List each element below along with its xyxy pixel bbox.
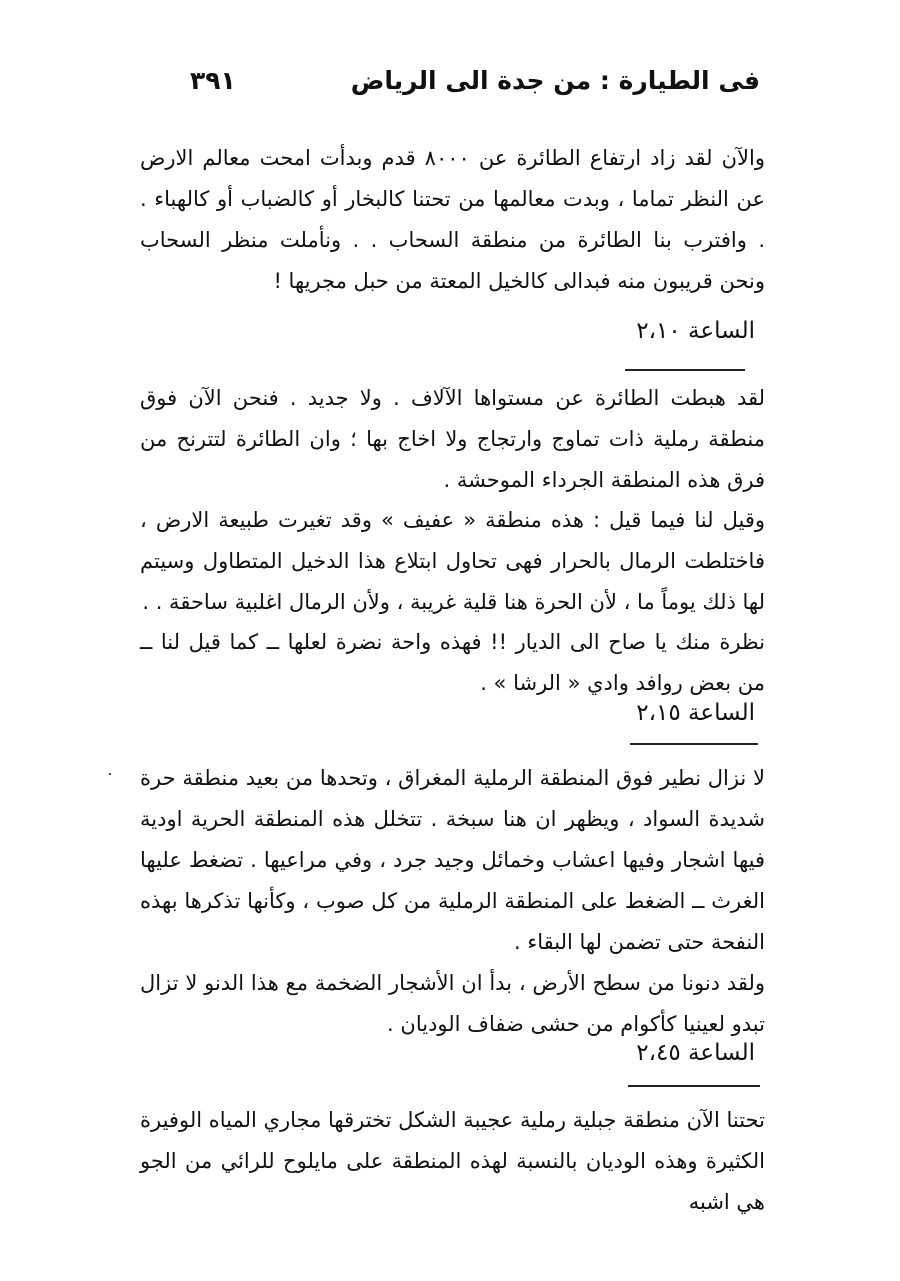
paragraph-descent: لقد هبطت الطائرة عن مستواها الآلاف . ولا جديد . فنحن الآن فوق منطقة رملية ذات تماوج وارتجاج ولا اخاج بها ؛ وان الطائرة لتترنح من فرق هذه المنطقة الجرداء الموحشة . <box>140 386 765 492</box>
heading-rule-3 <box>628 1085 760 1087</box>
scan-speck <box>109 773 111 775</box>
time-heading-3: الساعة ٢،٤٥ <box>636 1040 755 1066</box>
heading-rule-2 <box>630 743 758 745</box>
time-heading-2: الساعة ٢،١٥ <box>636 700 755 726</box>
paragraph-afif: وقيل لنا فيما قيل : هذه منطقة « عفيف » وقد تغيرت طبيعة الارض ، فاختلطت الرمال بالحرار فهى تحاول ابتلاع هذا الدخيل المتطاول وسيتم لها ذلك يوماً ما ، لأن الحرة هنا قلية غريبة ، ولأن الرمال اغلبية ساحقة . . <box>140 508 765 614</box>
time-heading-1: الساعة ٢،١٠ <box>636 318 755 344</box>
paragraph-trees: ولقد دنونا من سطح الأرض ، بدأ ان الأشجار الضخمة مع هذا الدنو لا تزال تبدو لعينيا كأكوام من حشى ضفاف الوديان . <box>140 971 765 1036</box>
paragraph-ascent: والآن لقد زاد ارتفاع الطائرة عن ٨٠٠٠ قدم وبدأت امحت معالم الارض عن النظر تماما ، وبدت معالمها من تحتنا كالبخار أو كالضباب أو كالهباء . . وافترب بنا الطائرة من منطقة السحاب . . ونأملت منظر السحاب ونحن قريبون منه فبدالى كالخيل المعتة من حبل مجريها ! <box>140 146 765 293</box>
paragraph-mountains: تحتنا الآن منطقة جبلية رملية عجيبة الشكل تخترقها مجاري المياه الوفيرة الكثيرة وهذه الوديان بالنسبة لهذه المنطقة على مايلوح للرائي من الجو هي اشبه <box>140 1108 765 1214</box>
paragraph-oasis: نظرة منك يا صاح الى الديار !! فهذه واحة نضرة لعلها ــ كما قيل لنا ــ من بعض روافد وادي « الرشا » . <box>140 630 765 695</box>
page-header <box>190 66 760 106</box>
heading-rule-1 <box>625 369 745 371</box>
page-number: ٣٩١ <box>190 66 236 95</box>
running-title: فى الطيارة : من جدة الى الرياض <box>350 66 760 95</box>
paragraph-sands: لا نزال نطير فوق المنطقة الرملية المغراق ، وتحدها من بعيد منطقة حرة شديدة السواد ، ويظهر ان هنا سبخة . تتخلل هذه المنطقة الحرية اودية فيها اشجار وفيها اعشاب وخمائل وجيد جرد ، وفي مراعيها . تضغط عليها الغرث ــ الضغط على المنطقة الرملية من كل صوب ، وكأنها تذكرها بهذه النفحة حتى تضمن لها البقاء . <box>140 766 765 954</box>
